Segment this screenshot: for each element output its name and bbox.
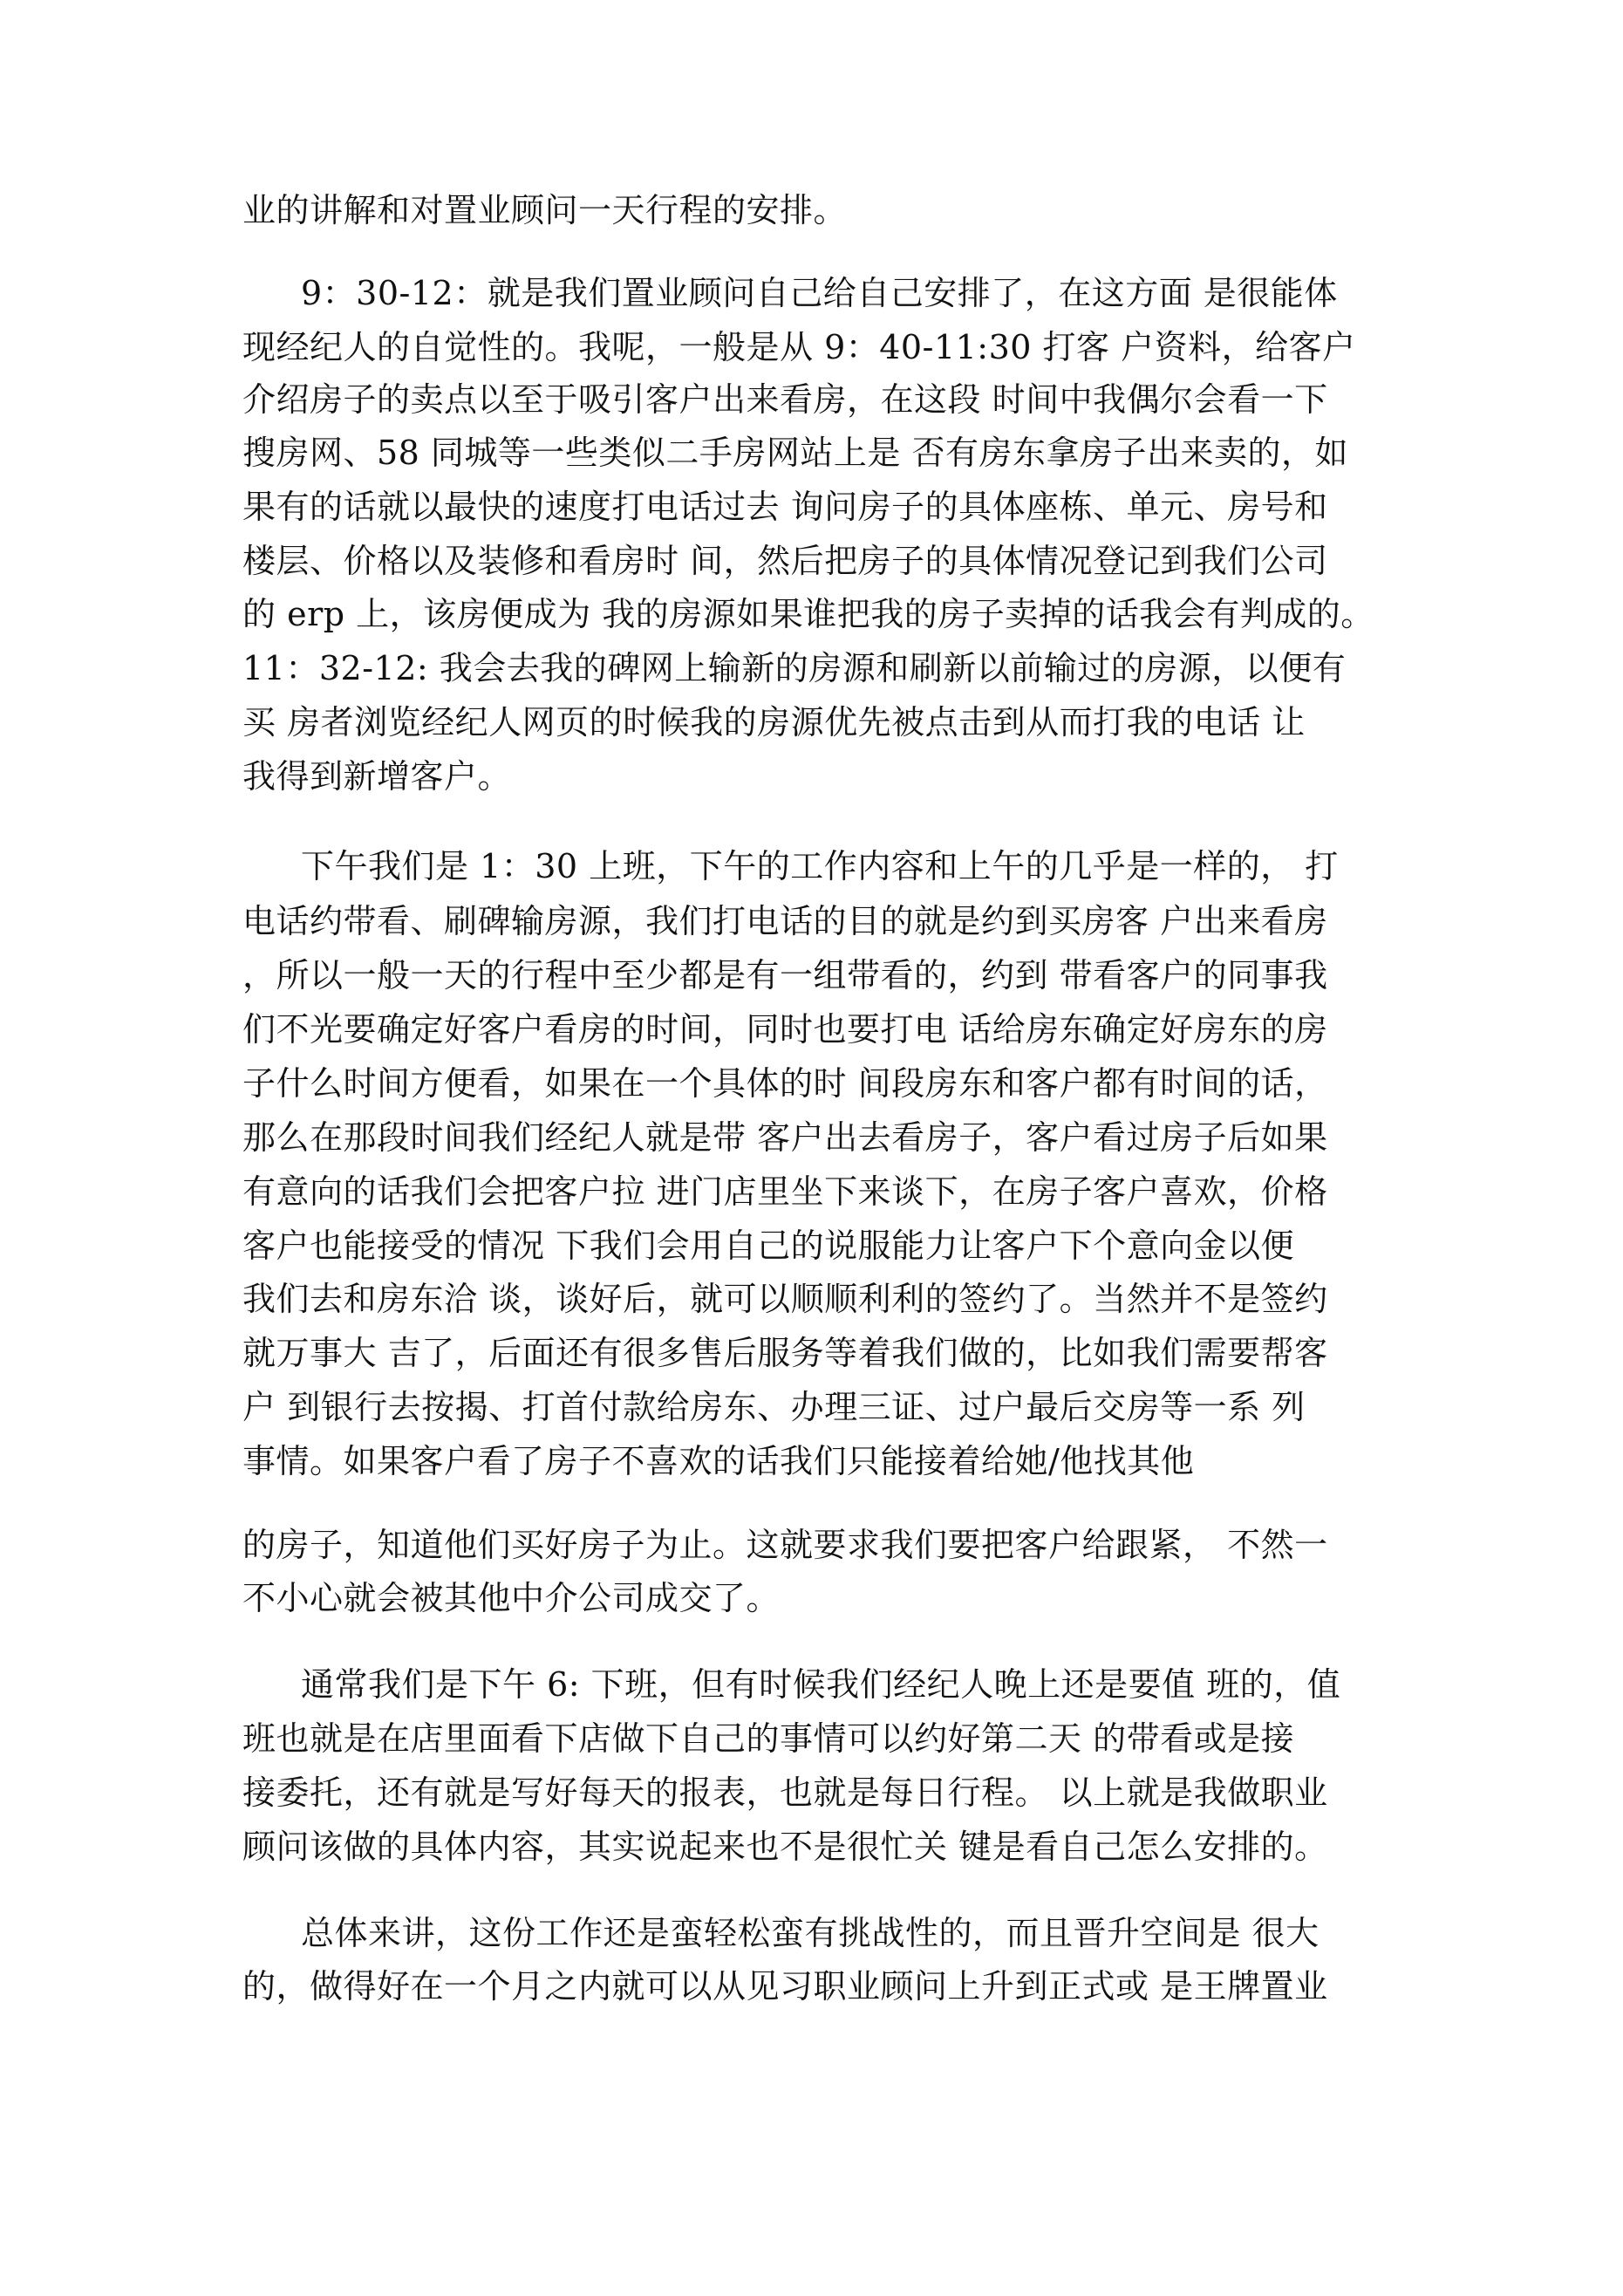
text-line-19: 客户也能接受的情况 下我们会用自己的说服能力让客户下个意向金以便	[242, 1227, 1295, 1265]
text-line-2: 9：30-12：就是我们置业顾问自己给自己安排了，在这方面 是很能体	[301, 274, 1338, 312]
text-line-15: 们不光要确定好客户看房的时间，同时也要打电 话给房东确定好房东的房	[242, 1010, 1328, 1049]
text-line-24: 的房子，知道他们买好房子为止。这就要求我们要把客户给跟紧， 不然一	[242, 1526, 1328, 1564]
text-line-10: 买 房者浏览经纪人网页的时候我的房源优先被点击到从而打我的电话 让	[242, 703, 1306, 741]
text-line-28: 接委托，还有就是写好每天的报表，也就是每日行程。 以上就是我做职业	[242, 1773, 1328, 1812]
text-line-23: 事情。如果客户看了房子不喜欢的话我们只能接着给她/他找其他	[242, 1442, 1195, 1480]
text-line-3: 现经纪人的自觉性的。我呢，一般是从 9：40-11:30 打客 户资料，给客户	[242, 328, 1356, 366]
text-line-5: 搜房网、58 同城等一些类似二手房网站上是 否有房东拿房子出来卖的，如	[242, 434, 1349, 472]
text-line-14: ，所以一般一天的行程中至少都是有一组带看的，约到 带看客户的同事我	[242, 956, 1328, 994]
text-line-22: 户 到银行去按揭、打首付款给房东、办理三证、过户最后交房等一系 列	[242, 1388, 1306, 1426]
text-line-8: 的 erp 上，该房便成为 我的房源如果谁把我的房子卖掉的话我会有判成的。	[242, 595, 1374, 633]
text-line-1: 业的讲解和对置业顾问一天行程的安排。	[242, 191, 848, 229]
text-line-26: 通常我们是下午 6: 下班，但有时候我们经纪人晚上还是要值 班的，值	[301, 1665, 1341, 1704]
text-line-6: 果有的话就以最快的速度打电话过去 询问房子的具体座栋、单元、房号和	[242, 488, 1328, 526]
text-line-4: 介绍房子的卖点以至于吸引客户出来看房，在这段 时间中我偶尔会看一下	[242, 380, 1328, 419]
text-line-31: 的，做得好在一个月之内就可以从见习职业顾问上升到正式或 是王牌置业	[242, 1967, 1328, 2006]
text-line-20: 我们去和房东洽 谈，谈好后，就可以顺顺利利的签约了。当然并不是签约	[242, 1280, 1328, 1318]
text-line-25: 不小心就会被其他中介公司成交了。	[242, 1579, 781, 1617]
text-line-9: 11：32-12: 我会去我的碑网上输新的房源和刷新以前输过的房源，以便有	[242, 649, 1347, 687]
text-line-7: 楼层、价格以及装修和看房时 间，然后把房子的具体情况登记到我们公司	[242, 542, 1328, 580]
text-line-12: 下午我们是 1：30 上班，下午的工作内容和上午的几乎是一样的， 打	[301, 847, 1339, 885]
text-line-27: 班也就是在店里面看下店做下自己的事情可以约好第二天 的带看或是接	[242, 1719, 1295, 1758]
text-line-29: 顾问该做的具体内容，其实说起来也不是很忙关 键是看自己怎么安排的。	[242, 1828, 1328, 1866]
text-line-18: 有意向的话我们会把客户拉 进门店里坐下来谈下，在房子客户喜欢，价格	[242, 1172, 1328, 1211]
text-line-17: 那么在那段时间我们经纪人就是带 客户出去看房子，客户看过房子后如果	[242, 1118, 1328, 1157]
text-line-16: 子什么时间方便看，如果在一个具体的时 间段房东和客户都有时间的话，	[242, 1064, 1328, 1103]
text-line-13: 电话约带看、刷碑输房源，我们打电话的目的就是约到买房客 户出来看房	[242, 902, 1328, 940]
text-line-21: 就万事大 吉了，后面还有很多售后服务等着我们做的，比如我们需要帮客	[242, 1334, 1328, 1372]
text-line-30: 总体来讲，这份工作还是蛮轻松蛮有挑战性的，而且晋升空间是 很大	[301, 1914, 1320, 1952]
text-line-11: 我得到新增客户。	[242, 757, 512, 796]
